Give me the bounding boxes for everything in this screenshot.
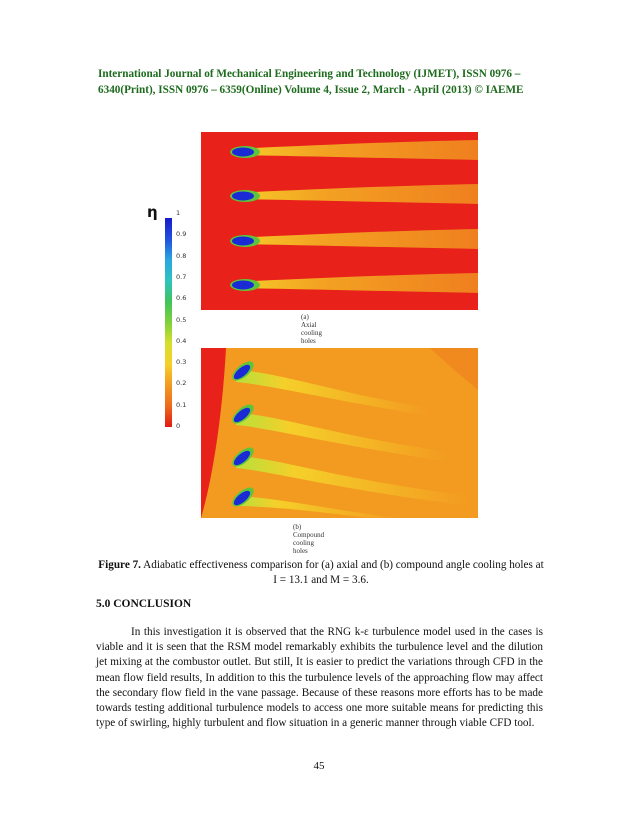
conclusion-paragraph: In this investigation it is observed that the RNG k-ε turbulence model used in the cases is viable and it is seen that the RSM model remarkably exhibits the turbulence level and the dilution jet mixing at the combustor outlet. But still, It is easier to predict the variations through CFD in the mean flow field results, In addition to this the turbulence levels of the approaching flow may affect the secondary flow field in the vane passage. Because of these reasons more efforts has to be made towards testing additional turbulence models to access one more suitable means for predicting this type of swirling, highly turbulent and flow situation in a generic manner through viable CFD tool. [96, 626, 543, 730]
colorbar [165, 218, 172, 427]
colorbar-tick-label: 0.4 [176, 336, 187, 345]
panel-a-caption: (a) Axial cooling holes [301, 313, 322, 345]
colorbar-tick-label: 0.8 [176, 251, 187, 260]
section-heading: 5.0 CONCLUSION [96, 598, 192, 610]
colorbar-tick-label: 0.1 [176, 400, 187, 409]
colorbar-symbol: η [147, 203, 158, 221]
figure-caption-label: Figure 7. [98, 559, 141, 571]
journal-header-line-2: 6340(Print), ISSN 0976 – 6359(Online) Volume 4, Issue 2, March - April (2013) © IAEME [98, 84, 524, 96]
colorbar-tick-label: 0.9 [176, 230, 187, 239]
panel-a-contour [201, 132, 478, 310]
colorbar-tick-label: 0.2 [176, 379, 187, 388]
colorbar-tick-label: 0.5 [176, 315, 187, 324]
journal-header-line-1: International Journal of Mechanical Engineering and Technology (IJMET), ISSN 0976 – [98, 68, 521, 80]
panel-b-caption: (b) Compound cooling holes [293, 523, 325, 555]
panel-b-contour [201, 348, 478, 518]
colorbar-tick-label: 0.6 [176, 294, 187, 303]
figure-caption-text: Adiabatic effectiveness comparison for (a) axial and (b) compound angle cooling holes at I = 13.1 and M = 3.6. [140, 559, 544, 586]
colorbar-tick-label: 0.7 [176, 272, 187, 281]
page-number: 45 [313, 760, 325, 772]
colorbar-tick-label: 0.3 [176, 358, 187, 367]
figure-caption [96, 558, 546, 588]
colorbar-tick-label: 0 [176, 422, 181, 430]
colorbar-tick-label: 1 [176, 209, 181, 217]
